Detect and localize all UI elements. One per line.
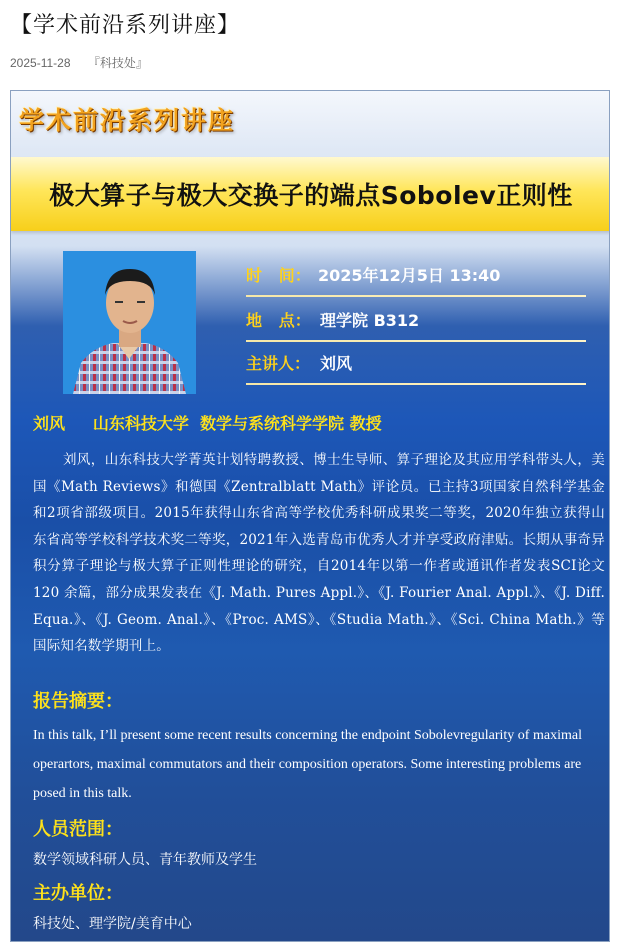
- location-value: 理学院 B312: [320, 311, 420, 330]
- organizer-text: 科技处、理学院/美育中心: [33, 916, 192, 932]
- divider-line: [246, 295, 586, 297]
- speaker-heading: 刘风 山东科技大学 数学与系统科学学院 教授: [33, 414, 382, 433]
- publish-date: 2025-11-28: [10, 56, 71, 70]
- location-label: 地 点：: [246, 311, 311, 330]
- time-label: 时 间：: [246, 266, 311, 285]
- speaker-value: 刘风: [320, 354, 353, 373]
- audience-heading: 人员范围：: [33, 819, 123, 840]
- divider-line: [246, 340, 586, 342]
- page-title: 【学术前沿系列讲座】: [10, 13, 241, 38]
- lecture-poster-image: [10, 90, 610, 942]
- abstract-text: In this talk, I’ll present some recent results concerning the endpoint Sobolevregularity of maximal operartors, maximal commutators and their composition operators. Some interesting problems are posed in this talk.: [33, 728, 582, 801]
- article-meta: [10, 54, 148, 71]
- talk-title-band: [11, 157, 610, 231]
- audience-text: 数学领域科研人员、青年教师及学生: [33, 852, 257, 868]
- talk-title: 极大算子与极大交换子的端点Sobolev正则性: [49, 181, 573, 210]
- info-row-speaker: [246, 349, 586, 385]
- source-link[interactable]: 『科技处』: [87, 56, 148, 70]
- abstract-heading: 报告摘要：: [33, 691, 123, 712]
- time-value: 2025年12月5日 13:40: [318, 266, 501, 285]
- info-row-location: [246, 306, 586, 342]
- divider-line: [246, 383, 586, 385]
- speaker-photo: [63, 251, 196, 394]
- organizer-heading: 主办单位：: [33, 883, 123, 904]
- speaker-bio: 刘风，山东科技大学菁英计划特聘教授、博士生导师、算子理论及其应用学科带头人，美国《Math Reviews》和德国《Zentralblatt Math》评论员。已主持3项国家自然科学基金和2项省部级项目。2015年获得山东省高等学校优秀科研成果奖二等奖，2020年独立获得山东省高等学校科学技术奖二等奖，2021年入选青岛市优秀人才并享受政府津贴。长期从事奇异积分算子理论与极大算子正则性理论的研究，自2014年以第一作者或通讯作者发表SCI论文 120 余篇，部分成果发表在《J. Math. Pures Appl.》、《J. Fourier Anal. Appl.》、《J. Diff. Equa.》、《J. Geom. Anal.》、《Proc. AMS》、《Studia Math.》、《Sci. China Math.》等国际知名数学期刊上。: [33, 452, 605, 655]
- speaker-label: 主讲人：: [246, 354, 311, 373]
- info-row-time: [246, 261, 586, 297]
- series-banner: 学术前沿系列讲座: [19, 106, 236, 135]
